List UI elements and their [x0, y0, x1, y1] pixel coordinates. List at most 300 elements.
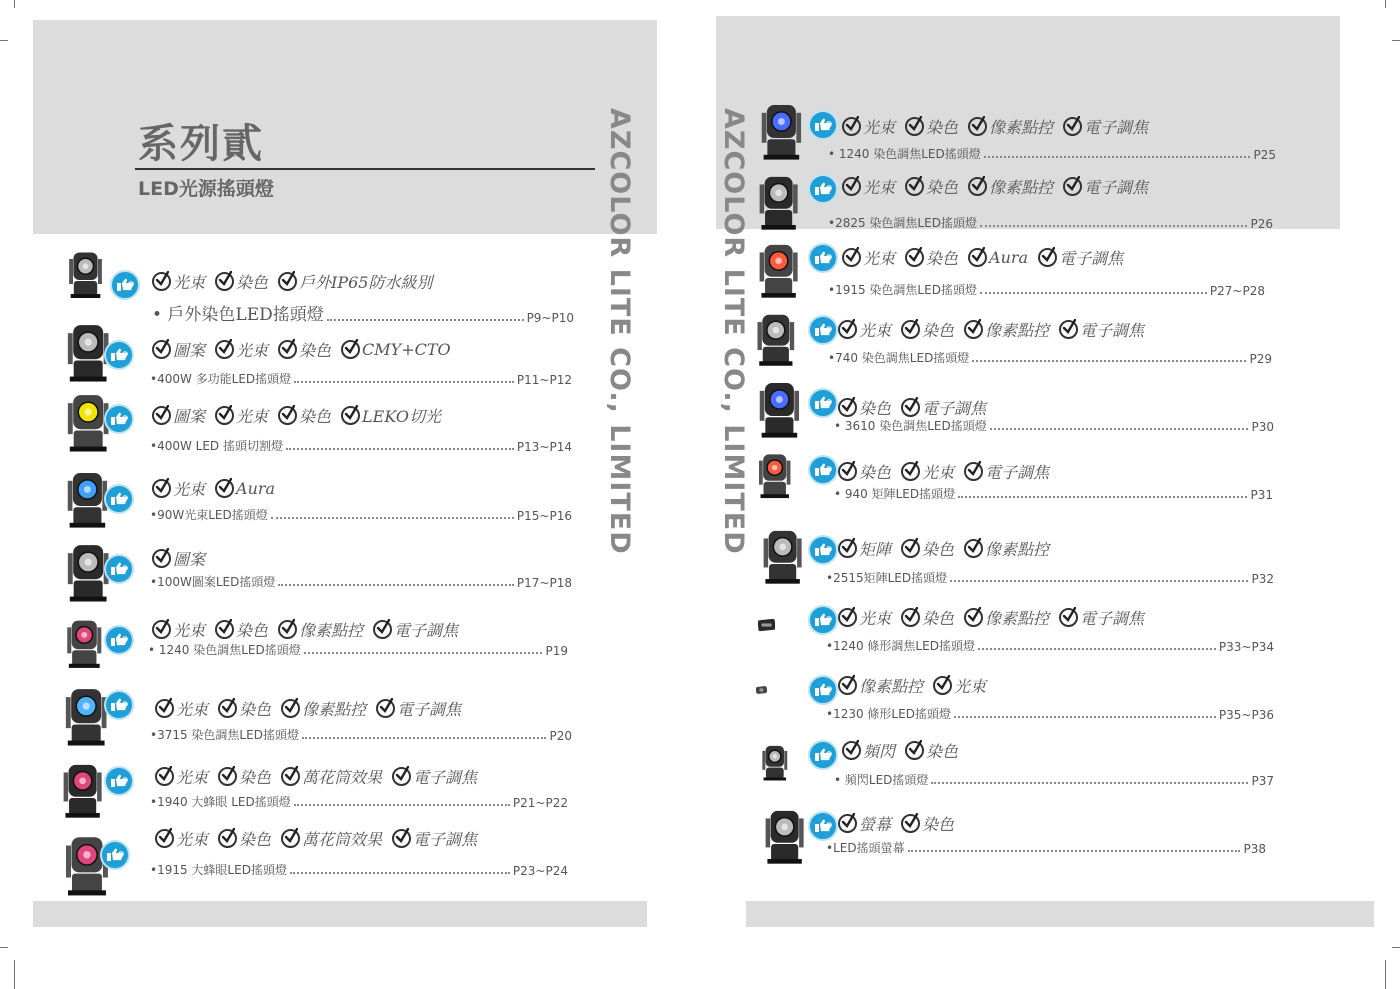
- feature-label: 光束: [863, 249, 896, 268]
- fixture-photo: [762, 808, 807, 870]
- feature-tag: [905, 175, 958, 198]
- feature-label: 像素點控: [985, 321, 1050, 340]
- leader-dots: [958, 495, 1247, 498]
- page-reference: P17~P18: [516, 576, 572, 590]
- feature-label: 光束: [859, 321, 892, 340]
- check-circle-icon: [278, 272, 297, 291]
- feature-list: [838, 460, 1059, 485]
- feature-tag: [842, 115, 895, 138]
- page-reference: P15~P16: [516, 509, 572, 523]
- feature-label: 染色: [236, 621, 269, 640]
- feature-tag: [155, 697, 208, 720]
- check-circle-icon: [215, 272, 234, 291]
- feature-label: 電子調焦: [1084, 178, 1149, 197]
- product-description: •3715 染色調焦LED搖頭燈: [150, 728, 299, 742]
- product-description: • 1240 染色調焦LED搖頭燈: [148, 643, 301, 657]
- feature-list: [152, 338, 461, 363]
- pointing-hand-icon: [100, 840, 130, 870]
- pointing-hand-icon: [808, 174, 838, 204]
- feature-tag: [838, 812, 891, 835]
- title-rule: [135, 168, 595, 170]
- feature-label: 光束: [954, 677, 987, 696]
- check-circle-icon: [341, 340, 360, 359]
- feature-label: 染色: [926, 742, 959, 761]
- feature-tag: [152, 477, 205, 500]
- leader-dots: [304, 651, 543, 654]
- page-reference: P37: [1251, 774, 1274, 788]
- pointing-hand-icon: [104, 484, 134, 514]
- check-circle-icon: [215, 340, 234, 359]
- check-circle-icon: [376, 699, 395, 718]
- pointing-hand-icon: [808, 388, 838, 418]
- check-circle-icon: [281, 767, 300, 786]
- feature-list: [155, 697, 471, 722]
- feature-tag: [838, 674, 923, 697]
- feature-tag: [341, 404, 441, 427]
- feature-label: 染色: [236, 273, 269, 292]
- feature-tag: [278, 404, 331, 427]
- feature-label: 圖案: [173, 341, 206, 360]
- check-circle-icon: [842, 177, 861, 196]
- feature-label: 頻閃: [863, 742, 896, 761]
- pointing-hand-icon: [808, 811, 838, 841]
- feature-tag: [1059, 606, 1144, 629]
- page-reference: P23~P24: [512, 864, 568, 878]
- pointing-hand-icon: [808, 110, 838, 140]
- check-circle-icon: [155, 699, 174, 718]
- check-circle-icon: [838, 608, 857, 627]
- pointing-hand-icon: [808, 535, 838, 565]
- check-circle-icon: [968, 248, 987, 267]
- check-circle-icon: [281, 829, 300, 848]
- feature-label: 電子調焦: [394, 621, 459, 640]
- feature-list: [838, 537, 1059, 562]
- feature-tag: [152, 547, 205, 570]
- feature-tag: [281, 697, 366, 720]
- check-circle-icon: [392, 767, 411, 786]
- crop-mark: [0, 947, 8, 948]
- feature-list: [152, 618, 468, 643]
- page-reference: P11~P12: [516, 373, 572, 387]
- fixture-photo: [66, 250, 105, 304]
- fixture-photo: [754, 312, 798, 372]
- page-reference: P20: [549, 729, 572, 743]
- check-circle-icon: [901, 320, 920, 339]
- feature-label: 染色: [239, 768, 272, 787]
- series-subtitle: LED光源搖頭燈: [138, 178, 274, 200]
- feature-label: 染色: [299, 407, 332, 426]
- feature-label: 染色: [922, 540, 955, 559]
- check-circle-icon: [155, 767, 174, 786]
- check-circle-icon: [1059, 608, 1078, 627]
- feature-label: Aura: [989, 248, 1029, 267]
- feature-tag: [838, 318, 891, 341]
- check-circle-icon: [842, 248, 861, 267]
- check-circle-icon: [215, 406, 234, 425]
- feature-tag: [218, 697, 271, 720]
- check-circle-icon: [901, 608, 920, 627]
- feature-list: [838, 674, 996, 699]
- check-circle-icon: [964, 320, 983, 339]
- check-circle-icon: [152, 620, 171, 639]
- feature-label: 光束: [173, 273, 206, 292]
- feature-label: 光束: [863, 118, 896, 137]
- check-circle-icon: [152, 479, 171, 498]
- feature-label: 光束: [176, 700, 209, 719]
- check-circle-icon: [215, 479, 234, 498]
- fixture-photo: [756, 682, 767, 701]
- feature-tag: [1038, 246, 1123, 269]
- product-line: [826, 637, 1274, 654]
- leader-dots: [950, 579, 1248, 582]
- check-circle-icon: [155, 829, 174, 848]
- series-title: 系列貳: [138, 121, 264, 167]
- product-line: [150, 506, 572, 523]
- check-circle-icon: [901, 462, 920, 481]
- pointing-hand-icon: [104, 554, 134, 584]
- feature-label: 電子調焦: [1059, 249, 1124, 268]
- check-circle-icon: [152, 549, 171, 568]
- page-reference: P27~P28: [1209, 284, 1265, 298]
- feature-label: 光束: [176, 768, 209, 787]
- feature-label: 光束: [236, 341, 269, 360]
- check-circle-icon: [152, 272, 171, 291]
- fixture-photo: [756, 174, 801, 236]
- feature-list: [838, 318, 1154, 343]
- feature-tag: [838, 537, 891, 560]
- feature-label: 光束: [173, 621, 206, 640]
- check-circle-icon: [964, 539, 983, 558]
- check-circle-icon: [901, 398, 920, 417]
- feature-label: 染色: [922, 321, 955, 340]
- check-circle-icon: [905, 741, 924, 760]
- product-description: •740 染色調焦LED搖頭燈: [828, 351, 970, 365]
- check-circle-icon: [905, 117, 924, 136]
- left-footer-bar: [33, 901, 647, 927]
- feature-label: Aura: [236, 479, 276, 498]
- feature-label: 圖案: [173, 407, 206, 426]
- feature-tag: [842, 739, 895, 762]
- feature-label: 像素點控: [985, 609, 1050, 628]
- feature-tag: [152, 338, 205, 361]
- product-line: [828, 281, 1265, 298]
- check-circle-icon: [1063, 117, 1082, 136]
- feature-label: CMY+CTO: [362, 340, 451, 359]
- leader-dots: [980, 291, 1207, 294]
- leader-dots: [980, 224, 1248, 227]
- pointing-hand-icon: [808, 455, 838, 485]
- feature-tag: [281, 827, 382, 850]
- feature-label: 染色: [922, 609, 955, 628]
- page-reference: P30: [1251, 420, 1274, 434]
- fixture-photo: [758, 614, 775, 640]
- check-circle-icon: [842, 741, 861, 760]
- page-reference: P29: [1249, 352, 1272, 366]
- product-line: [150, 573, 572, 590]
- fixture-photo: [756, 380, 803, 444]
- leader-dots: [954, 715, 1216, 718]
- feature-label: 像素點控: [989, 118, 1054, 137]
- leader-dots: [278, 583, 514, 586]
- feature-tag: [964, 318, 1049, 341]
- fixture-photo: [62, 686, 110, 752]
- feature-label: 圖案: [173, 550, 206, 569]
- feature-tag: [933, 674, 986, 697]
- check-circle-icon: [278, 406, 297, 425]
- feature-tag: [218, 827, 271, 850]
- check-circle-icon: [964, 608, 983, 627]
- feature-list: [838, 606, 1154, 631]
- leader-dots: [294, 380, 514, 383]
- feature-tag: [905, 739, 958, 762]
- feature-label: 染色: [926, 249, 959, 268]
- feature-tag: [901, 606, 954, 629]
- product-line: [152, 300, 574, 325]
- feature-label: 電子調焦: [1080, 609, 1145, 628]
- page-reference: P19: [545, 644, 568, 658]
- check-circle-icon: [901, 539, 920, 558]
- feature-tag: [842, 175, 895, 198]
- pointing-hand-icon: [104, 404, 134, 434]
- feature-list: [155, 765, 487, 790]
- leader-dots: [290, 871, 510, 874]
- fixture-photo: [60, 762, 105, 824]
- feature-tag: [901, 318, 954, 341]
- check-circle-icon: [278, 340, 297, 359]
- feature-label: LEKO切光: [362, 407, 441, 426]
- feature-tag: [215, 479, 275, 498]
- feature-tag: [1063, 115, 1148, 138]
- product-line: [150, 370, 572, 387]
- product-description: • 3610 染色調焦LED搖頭燈: [834, 419, 987, 433]
- check-circle-icon: [964, 462, 983, 481]
- pointing-hand-icon: [104, 690, 134, 720]
- feature-label: 光束: [922, 463, 955, 482]
- leader-dots: [286, 447, 514, 450]
- product-line: [826, 569, 1274, 586]
- feature-label: 染色: [239, 700, 272, 719]
- feature-tag: [901, 396, 986, 419]
- feature-tag: [373, 618, 458, 641]
- leader-dots: [327, 318, 524, 321]
- left-header-panel: [33, 20, 657, 234]
- feature-tag: [901, 812, 954, 835]
- check-circle-icon: [901, 814, 920, 833]
- check-circle-icon: [933, 676, 952, 695]
- feature-tag: [964, 606, 1049, 629]
- page-reference: P21~P22: [512, 796, 568, 810]
- check-circle-icon: [373, 620, 392, 639]
- feature-tag: [842, 246, 895, 269]
- page-reference: P33~P34: [1218, 640, 1274, 654]
- feature-label: 萬花筒效果: [302, 768, 383, 787]
- feature-list: [152, 547, 215, 572]
- page-reference: P31: [1250, 488, 1273, 502]
- check-circle-icon: [1038, 248, 1057, 267]
- leader-dots: [931, 781, 1248, 784]
- crop-mark: [14, 960, 15, 989]
- feature-label: 光束: [173, 480, 206, 499]
- feature-list: [842, 175, 1158, 200]
- check-circle-icon: [218, 767, 237, 786]
- feature-tag: [968, 248, 1028, 267]
- feature-list: [842, 246, 1133, 271]
- pointing-hand-icon: [104, 340, 134, 370]
- product-description: • 940 矩陣LED搖頭燈: [834, 487, 956, 501]
- feature-tag: [341, 340, 451, 359]
- product-line: [826, 705, 1274, 722]
- feature-label: 光束: [859, 609, 892, 628]
- product-line: [826, 839, 1266, 856]
- product-description: •400W 多功能LED搖頭燈: [150, 372, 292, 386]
- feature-tag: [215, 618, 268, 641]
- product-description: •1230 條形LED搖頭燈: [826, 707, 951, 721]
- crop-mark: [1392, 947, 1400, 948]
- feature-list: [842, 739, 968, 764]
- product-line: [150, 793, 568, 810]
- feature-label: 電子調焦: [985, 463, 1050, 482]
- pointing-hand-icon: [808, 315, 838, 345]
- check-circle-icon: [278, 620, 297, 639]
- feature-tag: [838, 396, 891, 419]
- feature-label: 電子調焦: [1084, 118, 1149, 137]
- page-reference: P26: [1250, 217, 1273, 231]
- check-circle-icon: [341, 406, 360, 425]
- product-description: •1915 染色調焦LED搖頭燈: [828, 283, 977, 297]
- feature-label: 戶外IP65防水級別: [299, 273, 433, 292]
- product-line: [148, 641, 568, 658]
- feature-tag: [152, 404, 205, 427]
- feature-tag: [376, 697, 461, 720]
- feature-tag: [1063, 175, 1148, 198]
- feature-tag: [155, 827, 208, 850]
- check-circle-icon: [152, 340, 171, 359]
- feature-tag: [838, 460, 891, 483]
- feature-label: 光束: [236, 407, 269, 426]
- pointing-hand-icon: [104, 766, 134, 796]
- company-name-left: AZCOLOR LITE CO., LIMITED: [604, 108, 635, 555]
- feature-label: 染色: [926, 118, 959, 137]
- product-description: • 1240 染色調焦LED搖頭燈: [828, 147, 981, 161]
- feature-label: 染色: [922, 815, 955, 834]
- feature-tag: [901, 460, 954, 483]
- leader-dots: [271, 516, 514, 519]
- feature-tag: [968, 175, 1053, 198]
- feature-label: 矩陣: [859, 540, 892, 559]
- check-circle-icon: [842, 117, 861, 136]
- leader-dots: [302, 736, 547, 739]
- page-reference: P9~P10: [526, 311, 574, 325]
- product-line: [150, 437, 572, 454]
- feature-label: 電子調焦: [1080, 321, 1145, 340]
- feature-label: 萬花筒效果: [302, 830, 383, 849]
- feature-tag: [901, 537, 954, 560]
- product-description: •400W LED 搖頭切割燈: [150, 439, 283, 453]
- check-circle-icon: [838, 676, 857, 695]
- check-circle-icon: [392, 829, 411, 848]
- product-line: [834, 417, 1274, 434]
- page-reference: P25: [1253, 148, 1276, 162]
- product-line: [834, 485, 1273, 502]
- feature-tag: [964, 460, 1049, 483]
- leader-dots: [978, 647, 1216, 650]
- product-description: •90W光束LED搖頭燈: [150, 508, 268, 522]
- crop-mark: [0, 40, 8, 41]
- product-description: • 頻閃LED搖頭燈: [834, 773, 929, 787]
- check-circle-icon: [968, 117, 987, 136]
- page-reference: P35~P36: [1218, 708, 1274, 722]
- feature-label: 電子調焦: [413, 768, 478, 787]
- page-reference: P13~P14: [516, 440, 572, 454]
- feature-label: 像素點控: [989, 178, 1054, 197]
- feature-tag: [215, 270, 268, 293]
- product-line: [828, 145, 1276, 162]
- check-circle-icon: [152, 406, 171, 425]
- feature-tag: [1059, 318, 1144, 341]
- feature-tag: [905, 246, 958, 269]
- feature-label: 像素點控: [302, 700, 367, 719]
- product-description: •100W圖案LED搖頭燈: [150, 575, 276, 589]
- crop-mark: [1385, 960, 1386, 989]
- feature-tag: [968, 115, 1053, 138]
- product-description: • 戶外染色LED搖頭燈: [152, 305, 324, 325]
- leader-dots: [990, 427, 1249, 430]
- feature-label: 電子調焦: [413, 830, 478, 849]
- feature-list: [155, 827, 487, 852]
- leader-dots: [972, 359, 1246, 362]
- check-circle-icon: [968, 177, 987, 196]
- feature-label: 染色: [859, 399, 892, 418]
- feature-tag: [905, 115, 958, 138]
- feature-tag: [215, 338, 268, 361]
- fixture-photo: [756, 452, 793, 504]
- check-circle-icon: [905, 177, 924, 196]
- check-circle-icon: [838, 398, 857, 417]
- feature-label: 染色: [859, 463, 892, 482]
- product-description: •2825 染色調焦LED搖頭燈: [828, 216, 977, 230]
- feature-tag: [278, 618, 363, 641]
- feature-list: [152, 270, 442, 295]
- check-circle-icon: [1059, 320, 1078, 339]
- feature-label: 像素點控: [299, 621, 364, 640]
- feature-tag: [152, 618, 205, 641]
- product-line: [828, 349, 1272, 366]
- crop-mark: [14, 0, 15, 8]
- feature-label: 像素點控: [985, 540, 1050, 559]
- feature-list: [152, 477, 285, 502]
- leader-dots: [984, 155, 1251, 158]
- feature-tag: [215, 404, 268, 427]
- feature-label: 染色: [299, 341, 332, 360]
- check-circle-icon: [838, 462, 857, 481]
- page-reference: P32: [1251, 572, 1274, 586]
- feature-label: 染色: [239, 830, 272, 849]
- check-circle-icon: [838, 539, 857, 558]
- feature-list: [152, 404, 451, 429]
- product-line: [834, 771, 1274, 788]
- pointing-hand-icon: [808, 605, 838, 635]
- feature-tag: [278, 270, 432, 293]
- feature-label: 光束: [176, 830, 209, 849]
- product-line: [150, 861, 568, 878]
- check-circle-icon: [905, 248, 924, 267]
- feature-label: 光束: [863, 178, 896, 197]
- leader-dots: [908, 849, 1241, 852]
- product-description: •1915 大蜂眼LED搖頭燈: [150, 863, 287, 877]
- product-description: •2515矩陣LED搖頭燈: [826, 571, 948, 585]
- check-circle-icon: [838, 320, 857, 339]
- pointing-hand-icon: [104, 625, 134, 655]
